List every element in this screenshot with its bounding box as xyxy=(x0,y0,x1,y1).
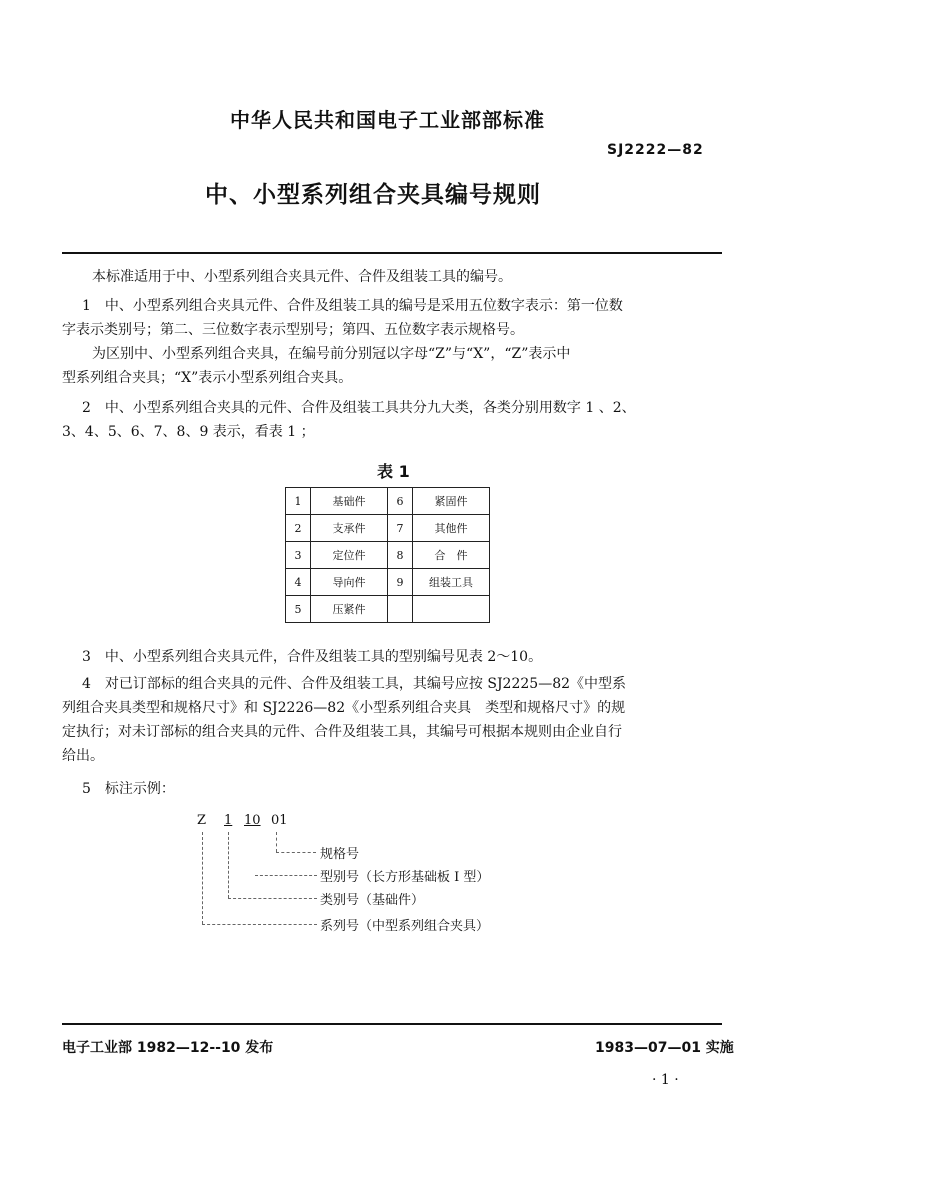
table-row xyxy=(286,569,490,596)
example-series-letter: Z xyxy=(197,813,207,828)
leader-line-series xyxy=(202,832,203,924)
example-type-digits: 10 xyxy=(244,813,261,828)
issue-date: 电子工业部 1982—12--10 发布 xyxy=(62,1040,274,1056)
category-number xyxy=(388,596,413,623)
category-name: 紧固件 xyxy=(413,488,490,515)
category-name: 基础件 xyxy=(311,488,388,515)
category-name: 定位件 xyxy=(311,542,388,569)
clause-1-line-2: 字表示类别号；第二、三位数字表示型别号；第四、五位数字表示规格号。 xyxy=(62,322,524,338)
clause-4-line-2: 列组合夹具类型和规格尺寸》和 SJ2226—82《小型系列组合夹具 类型和规格尺寸》的规 xyxy=(62,700,626,716)
clause-4-line-4: 给出。 xyxy=(62,748,104,764)
category-number: 3 xyxy=(286,542,311,569)
table-row xyxy=(286,542,490,569)
example-category-label: 类别号（基础件） xyxy=(320,893,425,908)
example-spec-label: 规格号 xyxy=(320,847,360,862)
top-divider xyxy=(62,252,722,254)
prefix-paragraph-line-1: 为区别中、小型系列组合夹具，在编号前分别冠以字母“Z”与“X”，“Z”表示中 xyxy=(92,346,571,362)
clause-4-line-1: 4 对已订部标的组合夹具的元件、合件及组装工具，其编号应按 SJ2225—82《中型系 xyxy=(82,676,627,692)
prefix-paragraph-line-2: 型系列组合夹具；“X”表示小型系列组合夹具。 xyxy=(62,370,353,386)
category-name: 支承件 xyxy=(311,515,388,542)
category-name: 导向件 xyxy=(311,569,388,596)
category-number: 6 xyxy=(388,488,413,515)
clause-2-line-2: 3、4、5、6、7、8、9 表示，看表 1 ； xyxy=(62,424,315,440)
intro-paragraph: 本标准适用于中、小型系列组合夹具元件、合件及组装工具的编号。 xyxy=(92,269,512,285)
table-row xyxy=(286,596,490,623)
clause-1-line-1: 1 中、小型系列组合夹具元件、合件及组装工具的编号是采用五位数字表示：第一位数 xyxy=(82,298,623,314)
example-spec-digits: 01 xyxy=(271,813,288,828)
clause-5: 5 标注示例： xyxy=(82,781,175,797)
category-number: 8 xyxy=(388,542,413,569)
document-title: 中、小型系列组合夹具编号规则 xyxy=(205,182,541,208)
page-number: · 1 · xyxy=(652,1072,679,1088)
category-name: 组装工具 xyxy=(413,569,490,596)
leader-line-type xyxy=(255,875,317,876)
leader-line-series xyxy=(202,924,317,925)
leader-line-category xyxy=(228,832,229,898)
effective-date: 1983—07—01 实施 xyxy=(595,1040,734,1056)
leader-line-spec xyxy=(276,852,316,853)
clause-2-line-1: 2 中、小型系列组合夹具的元件、合件及组装工具共分九大类，各类分别用数字 1 、2、 xyxy=(82,400,636,416)
category-number: 9 xyxy=(388,569,413,596)
issuing-organization: 中华人民共和国电子工业部部标准 xyxy=(230,108,545,132)
clause-4-line-3: 定执行；对未订部标的组合夹具的元件、合件及组装工具，其编号可根据本规则由企业自行 xyxy=(62,724,622,740)
table-1 xyxy=(285,487,490,623)
example-type-label: 型别号（长方形基础板 I 型） xyxy=(320,870,490,885)
leader-line-spec xyxy=(276,832,277,852)
category-name: 压紧件 xyxy=(311,596,388,623)
bottom-divider xyxy=(62,1023,722,1025)
category-number: 2 xyxy=(286,515,311,542)
category-name xyxy=(413,596,490,623)
category-number: 7 xyxy=(388,515,413,542)
clause-3: 3 中、小型系列组合夹具元件，合件及组装工具的型别编号见表 2～10。 xyxy=(82,649,543,665)
table-row xyxy=(286,515,490,542)
table-1-caption: 表 1 xyxy=(377,462,410,481)
category-name: 其他件 xyxy=(413,515,490,542)
standard-code: SJ2222—82 xyxy=(607,142,704,158)
category-number: 1 xyxy=(286,488,311,515)
category-number: 4 xyxy=(286,569,311,596)
leader-line-category xyxy=(228,898,317,899)
example-series-label: 系列号（中型系列组合夹具） xyxy=(320,919,490,934)
category-name: 合 件 xyxy=(413,542,490,569)
example-category-digit: 1 xyxy=(224,813,233,828)
table-row xyxy=(286,488,490,515)
category-number: 5 xyxy=(286,596,311,623)
